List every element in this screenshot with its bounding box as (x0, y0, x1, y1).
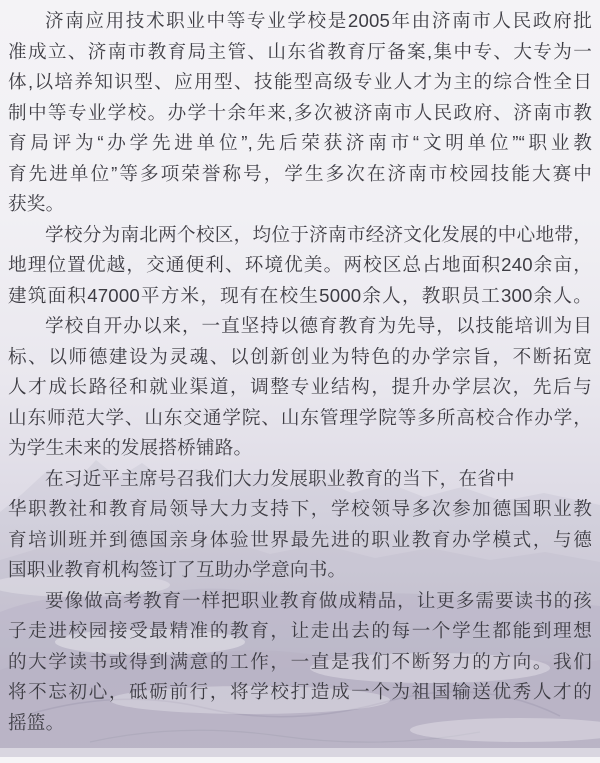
text-line: 山东师范大学、山东交通学院、山东管理学院等多所高校合作办学， (8, 406, 592, 428)
paragraph (8, 311, 592, 464)
text-line: 地理位置优越，交通便利、环境优美。两校区总占地面积240余亩， (8, 254, 592, 275)
text-line: 准成立、济南市教育局主管、山东省教育厅备案,集中专、大专为一 (8, 40, 592, 62)
text-line: 摇篮。 (8, 711, 65, 733)
text-line: 将不忘初心，砥砺前行，将学校打造成一个为祖国输送优秀人才的 (8, 681, 592, 702)
text-line: 学校自开办以来，一直坚持以德育教育为先导，以技能培训为目 (45, 315, 592, 336)
text-line: 体,以培养知识型、应用型、技能型高级专业人才为主的综合性全日 (8, 71, 592, 92)
text-line: 的大学读书或得到满意的工作，一直是我们不断努力的方向。我们 (8, 650, 592, 672)
text-line: 育局评为“办学先进单位”,先后荣获济南市“文明单位”“职业教 (8, 132, 592, 153)
text-line: 人才成长路径和就业渠道，调整专业结构，提升办学层次，先后与 (8, 376, 592, 397)
text-line: 济南应用技术职业中等专业学校是2005年由济南市人民政府批 (45, 10, 592, 31)
text-line: 制中等专业学校。办学十余年来,多次被济南市人民政府、济南市教 (8, 101, 592, 123)
text-line: 国职业教育机构签订了互助办学意向书。 (8, 559, 347, 580)
text-line: 育先进单位”等多项荣誉称号，学生多次在济南市校园技能大赛中 (8, 162, 592, 184)
text-line: 子走进校园接受最精准的教育，让走出去的每一个学生都能到理想 (8, 620, 592, 641)
text-line: 为学生未来的发展搭桥铺路。 (8, 437, 253, 458)
paragraph (8, 464, 592, 586)
paragraph (8, 6, 592, 220)
text-line: 华职教社和教育局领导大力支持下，学校领导多次参加德国职业教 (8, 498, 592, 519)
text-line: 育培训班并到德国亲身体验世界最先进的职业教育办学模式，与德 (8, 528, 592, 550)
text-line: 建筑面积47000平方米，现有在校生5000余人，教职员工300余人。 (8, 284, 592, 306)
text-line: 要像做高考教育一样把职业教育做成精品，让更多需要读书的孩 (45, 589, 592, 611)
paragraph (8, 220, 592, 312)
text-line: 标、以师德建设为灵魂、以创新创业为特色的办学宗旨，不断拓宽 (8, 345, 592, 367)
text-line: 在习近平主席号召我们大力发展职业教育的当下，在省中 (45, 467, 515, 489)
paragraph (8, 586, 592, 739)
text-line: 学校分为南北两个校区，均位于济南市经济文化发展的中心地带， (45, 223, 592, 245)
text-line: 获奖。 (8, 193, 65, 214)
